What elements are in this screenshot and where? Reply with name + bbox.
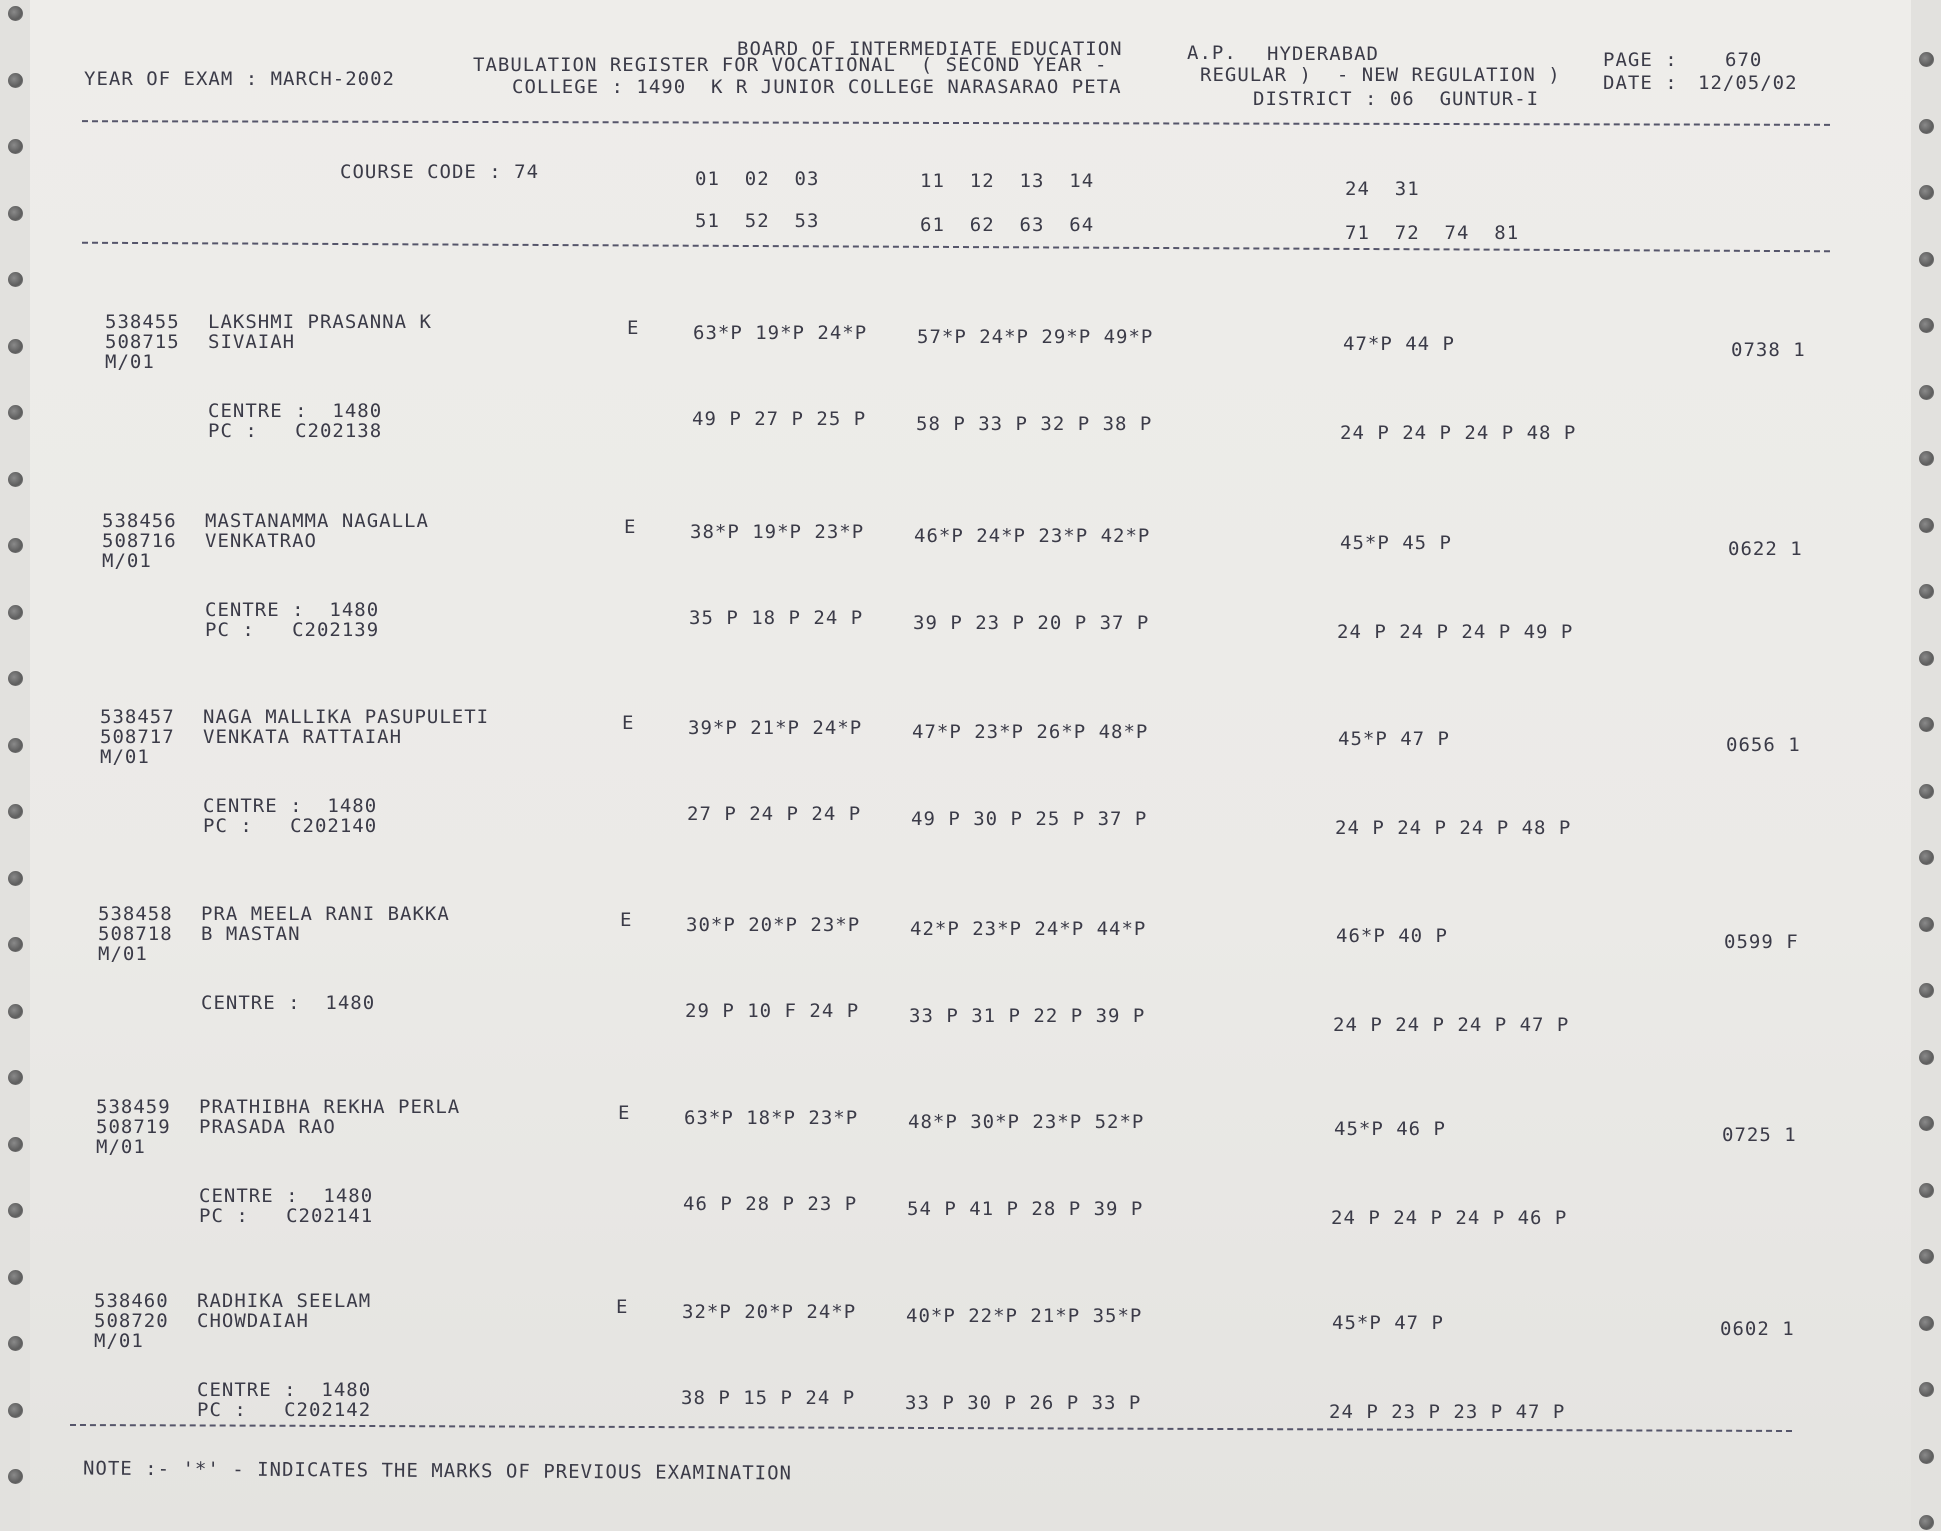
marks-part1-group1: 63*P 19*P 24*P — [693, 322, 868, 344]
marks-part1-group1: 38*P 19*P 23*P — [690, 521, 865, 543]
roll-number: 538457 — [100, 706, 175, 728]
medium-code: E — [616, 1296, 629, 1318]
student-name: LAKSHMI PRASANNA K — [208, 311, 432, 333]
category-code: M/01 — [105, 351, 155, 373]
medium-code: E — [620, 909, 633, 931]
feed-hole-icon — [1919, 1382, 1934, 1397]
marks-part2-group3: 24 P 24 P 24 P 47 P — [1333, 1014, 1570, 1036]
registration-number: 508719 — [96, 1116, 171, 1138]
marks-part2-group3: 24 P 24 P 24 P 46 P — [1331, 1207, 1568, 1229]
marks-part1-group2: 40*P 22*P 21*P 35*P — [906, 1305, 1143, 1327]
marks-part2-group2: 33 P 31 P 22 P 39 P — [909, 1005, 1146, 1027]
feed-hole-icon — [1919, 1050, 1934, 1065]
roll-number: 538460 — [94, 1290, 169, 1312]
marks-part2-group3: 24 P 24 P 24 P 49 P — [1337, 621, 1574, 643]
col-codes-row1-group3: 24 31 — [1345, 178, 1420, 200]
centre-code: CENTRE : 1480 — [208, 400, 383, 422]
student-name: PRATHIBHA REKHA PERLA — [199, 1096, 461, 1118]
feed-hole-icon — [8, 405, 23, 420]
feed-hole-icon — [8, 1336, 23, 1351]
feed-hole-icon — [1919, 1183, 1934, 1198]
total-and-result: 0725 1 — [1722, 1124, 1797, 1146]
col-codes-row1-group2: 11 12 13 14 — [920, 170, 1095, 192]
registration-number: 508717 — [100, 726, 175, 748]
feed-hole-icon — [8, 1070, 23, 1085]
marks-part2-group1: 27 P 24 P 24 P — [687, 803, 862, 825]
feed-hole-icon — [8, 1004, 23, 1019]
header-divider — [82, 120, 1830, 126]
col-codes-row2-group1: 51 52 53 — [695, 210, 820, 232]
date-label: DATE : — [1603, 72, 1678, 94]
marks-part1-group3: 45*P 47 P — [1332, 1312, 1444, 1334]
feed-hole-icon — [1919, 651, 1934, 666]
father-name: SIVAIAH — [208, 331, 296, 353]
medium-code: E — [624, 516, 637, 538]
marks-part2-group2: 58 P 33 P 32 P 38 P — [916, 413, 1153, 435]
district-label: DISTRICT : 06 GUNTUR-I — [1253, 88, 1540, 110]
feed-hole-icon — [1919, 1515, 1934, 1530]
marks-part2-group3: 24 P 24 P 24 P 48 P — [1335, 817, 1572, 839]
father-name: VENKATRAO — [205, 530, 317, 552]
centre-code: CENTRE : 1480 — [199, 1185, 374, 1207]
marks-part1-group3: 45*P 45 P — [1340, 532, 1452, 554]
marks-part2-group2: 49 P 30 P 25 P 37 P — [911, 808, 1148, 830]
col-codes-row2-group2: 61 62 63 64 — [920, 214, 1095, 236]
registration-number: 508715 — [105, 331, 180, 353]
marks-part2-group1: 35 P 18 P 24 P — [689, 607, 864, 629]
marks-part1-group2: 48*P 30*P 23*P 52*P — [908, 1111, 1145, 1133]
total-and-result: 0738 1 — [1731, 339, 1806, 361]
feed-hole-icon — [8, 1137, 23, 1152]
course-code: COURSE CODE : 74 — [340, 161, 540, 183]
feed-hole-icon — [1919, 850, 1934, 865]
father-name: PRASADA RAO — [199, 1116, 336, 1138]
marks-part2-group2: 33 P 30 P 26 P 33 P — [905, 1392, 1142, 1414]
marks-part2-group1: 38 P 15 P 24 P — [681, 1387, 856, 1409]
roll-number: 538459 — [96, 1096, 171, 1118]
feed-hole-icon — [8, 871, 23, 886]
feed-hole-icon — [1919, 1116, 1934, 1131]
feed-hole-icon — [8, 671, 23, 686]
feed-hole-icon — [8, 139, 23, 154]
feed-hole-icon — [1919, 518, 1934, 533]
city-label: HYDERABAD — [1267, 43, 1379, 65]
feed-hole-icon — [8, 272, 23, 287]
marks-part1-group2: 57*P 24*P 29*P 49*P — [917, 326, 1154, 348]
pc-code: PC : C202141 — [199, 1205, 374, 1227]
feed-hole-icon — [8, 937, 23, 952]
centre-code: CENTRE : 1480 — [203, 795, 378, 817]
marks-part2-group3: 24 P 23 P 23 P 47 P — [1329, 1401, 1566, 1423]
registration-number: 508716 — [102, 530, 177, 552]
marks-part2-group1: 46 P 28 P 23 P — [683, 1193, 858, 1215]
feed-hole-icon — [8, 206, 23, 221]
centre-code: CENTRE : 1480 — [197, 1379, 372, 1401]
feed-hole-icon — [8, 1203, 23, 1218]
feed-hole-icon — [8, 538, 23, 553]
page-label: PAGE : — [1603, 49, 1678, 71]
roll-number: 538455 — [105, 311, 180, 333]
category-code: M/01 — [102, 550, 152, 572]
pc-code: PC : C202140 — [203, 815, 378, 837]
marks-part1-group1: 63*P 18*P 23*P — [684, 1107, 859, 1129]
feed-hole-icon — [1919, 451, 1934, 466]
total-and-result: 0656 1 — [1726, 734, 1801, 756]
category-code: M/01 — [98, 943, 148, 965]
board-title: BOARD OF INTERMEDIATE EDUCATION — [737, 38, 1123, 60]
feed-hole-icon — [1919, 52, 1934, 67]
centre-code: CENTRE : 1480 — [201, 992, 376, 1014]
col-codes-row1-group1: 01 02 03 — [695, 168, 820, 190]
register-title: TABULATION REGISTER FOR VOCATIONAL ( SECOND YEAR - — [473, 54, 1108, 76]
medium-code: E — [627, 317, 640, 339]
feed-hole-icon — [1919, 1249, 1934, 1264]
roll-number: 538456 — [102, 510, 177, 532]
medium-code: E — [618, 1102, 631, 1124]
footer-divider — [70, 1424, 1792, 1432]
feed-hole-icon — [1919, 983, 1934, 998]
pc-code: PC : C202138 — [208, 420, 383, 442]
regulation-label: REGULAR ) - NEW REGULATION ) — [1200, 64, 1561, 86]
total-and-result: 0602 1 — [1720, 1318, 1795, 1340]
marks-part2-group1: 49 P 27 P 25 P — [692, 408, 867, 430]
marks-part1-group2: 46*P 24*P 23*P 42*P — [914, 525, 1151, 547]
feed-hole-icon — [1919, 252, 1934, 267]
marks-part1-group3: 45*P 46 P — [1334, 1118, 1446, 1140]
registration-number: 508718 — [98, 923, 173, 945]
feed-hole-icon — [8, 738, 23, 753]
feed-hole-icon — [1919, 784, 1934, 799]
feed-hole-icon — [8, 339, 23, 354]
marks-part1-group1: 39*P 21*P 24*P — [688, 717, 863, 739]
pc-code: PC : C202139 — [205, 619, 380, 641]
roll-number: 538458 — [98, 903, 173, 925]
college-label: COLLEGE : 1490 K R JUNIOR COLLEGE NARASARAO PETA — [512, 76, 1122, 98]
father-name: CHOWDAIAH — [197, 1310, 309, 1332]
marks-part1-group3: 46*P 40 P — [1336, 925, 1448, 947]
registration-number: 508720 — [94, 1310, 169, 1332]
marks-part2-group2: 54 P 41 P 28 P 39 P — [907, 1198, 1144, 1220]
marks-part2-group2: 39 P 23 P 20 P 37 P — [913, 612, 1150, 634]
feed-hole-icon — [8, 1403, 23, 1418]
marks-part2-group3: 24 P 24 P 24 P 48 P — [1340, 422, 1577, 444]
feed-hole-icon — [8, 1469, 23, 1484]
marks-part1-group3: 45*P 47 P — [1338, 728, 1450, 750]
columns-divider — [82, 242, 1830, 253]
marks-part1-group1: 30*P 20*P 23*P — [686, 914, 861, 936]
feed-hole-icon — [8, 73, 23, 88]
footnote: NOTE :- '*' - INDICATES THE MARKS OF PREVIOUS EXAMINATION — [82, 1457, 793, 1485]
state-label: A.P. — [1187, 42, 1237, 64]
student-name: MASTANAMMA NAGALLA — [205, 510, 429, 532]
marks-part1-group1: 32*P 20*P 24*P — [682, 1301, 857, 1323]
page-number: 670 — [1725, 49, 1763, 71]
feed-hole-icon — [1919, 1316, 1934, 1331]
feed-hole-icon — [8, 804, 23, 819]
marks-part1-group2: 42*P 23*P 24*P 44*P — [910, 918, 1147, 940]
total-and-result: 0622 1 — [1728, 538, 1803, 560]
left-feed-strip — [0, 0, 30, 1531]
category-code: M/01 — [96, 1136, 146, 1158]
feed-hole-icon — [8, 6, 23, 21]
category-code: M/01 — [100, 746, 150, 768]
medium-code: E — [622, 712, 635, 734]
total-and-result: 0599 F — [1724, 931, 1799, 953]
marks-part2-group1: 29 P 10 F 24 P — [685, 1000, 860, 1022]
feed-hole-icon — [8, 1270, 23, 1285]
marks-part1-group2: 47*P 23*P 26*P 48*P — [912, 721, 1149, 743]
father-name: VENKATA RATTAIAH — [203, 726, 403, 748]
student-name: PRA MEELA RANI BAKKA — [201, 903, 450, 925]
year-of-exam: YEAR OF EXAM : MARCH-2002 — [84, 68, 395, 90]
pc-code: PC : C202142 — [197, 1399, 372, 1421]
feed-hole-icon — [1919, 385, 1934, 400]
right-feed-strip — [1911, 0, 1941, 1531]
student-name: NAGA MALLIKA PASUPULETI — [203, 706, 490, 728]
feed-hole-icon — [1919, 185, 1934, 200]
feed-hole-icon — [1919, 1449, 1934, 1464]
father-name: B MASTAN — [201, 923, 301, 945]
category-code: M/01 — [94, 1330, 144, 1352]
centre-code: CENTRE : 1480 — [205, 599, 380, 621]
feed-hole-icon — [1919, 717, 1934, 732]
marks-part1-group3: 47*P 44 P — [1343, 333, 1455, 355]
feed-hole-icon — [1919, 917, 1934, 932]
feed-hole-icon — [1919, 318, 1934, 333]
date-value: 12/05/02 — [1698, 72, 1798, 94]
feed-hole-icon — [1919, 119, 1934, 134]
feed-hole-icon — [8, 472, 23, 487]
feed-hole-icon — [1919, 584, 1934, 599]
feed-hole-icon — [8, 605, 23, 620]
col-codes-row2-group3: 71 72 74 81 — [1345, 222, 1520, 244]
student-name: RADHIKA SEELAM — [197, 1290, 372, 1312]
